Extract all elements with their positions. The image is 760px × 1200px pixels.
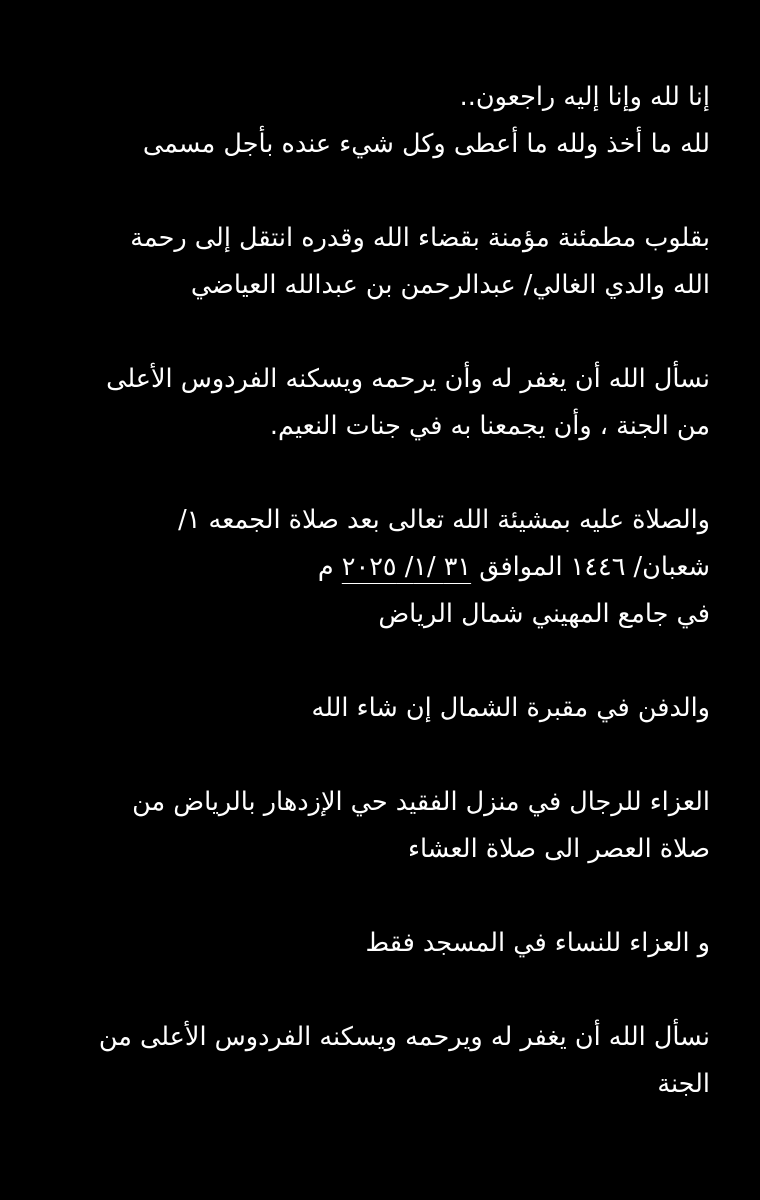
paragraph-gap [40, 309, 710, 356]
opening-line-2: لله ما أخذ ولله ما أعطى وكل شيء عنده بأجل مسمى [142, 129, 710, 159]
paragraph-gap [40, 732, 710, 779]
announcement-line-2: الله والدي الغالي/ عبدالرحمن بن عبدالله العياضي [190, 270, 710, 300]
paragraph-gap [40, 967, 710, 1014]
women-condolences-line-1: و العزاء للنساء في المسجد فقط [365, 928, 710, 958]
prayer-line-2: من الجنة ، وأن يجمعنا به في جنات النعيم. [269, 411, 710, 441]
closing-prayer-line-1: نسأل الله أن يغفر له ويرحمه ويسكنه الفردوس الأعلى من [98, 1022, 710, 1052]
men-condolences-line-2: صلاة العصر الى صلاة العشاء [408, 834, 710, 864]
prayer-line-1: نسأل الله أن يغفر له وأن يرحمه ويسكنه الفردوس الأعلى [106, 364, 710, 394]
paragraph-gap [40, 873, 710, 920]
gregorian-date-link[interactable]: ٣١ /١/ ٢٠٢٥ [341, 552, 472, 582]
burial-line-1: والدفن في مقبرة الشمال إن شاء الله [311, 693, 710, 723]
paragraph-gap [40, 450, 710, 497]
closing-prayer-line-2: الجنة [657, 1069, 710, 1099]
paragraph-gap [40, 638, 710, 685]
men-condolences-line-1: العزاء للرجال في منزل الفقيد حي الإزدهار بالرياض من [132, 787, 710, 817]
condolence-note [40, 74, 710, 1108]
paragraph-gap [40, 168, 710, 215]
hijri-date-text: شعبان/ ١٤٤٦ الموافق [471, 552, 710, 582]
announcement-line-1: بقلوب مطمئنة مؤمنة بقضاء الله وقدره انتقل إلى رحمة [130, 223, 710, 253]
funeral-prayer-line-1: والصلاة عليه بمشيئة الله تعالى بعد صلاة الجمعه ١/ [178, 505, 710, 535]
funeral-prayer-line-3: في جامع المهيني شمال الرياض [378, 599, 710, 629]
opening-line-1: إنا لله وإنا إليه راجعون.. [459, 82, 710, 112]
funeral-prayer-line-2 [40, 544, 710, 591]
date-suffix: م [317, 552, 342, 582]
